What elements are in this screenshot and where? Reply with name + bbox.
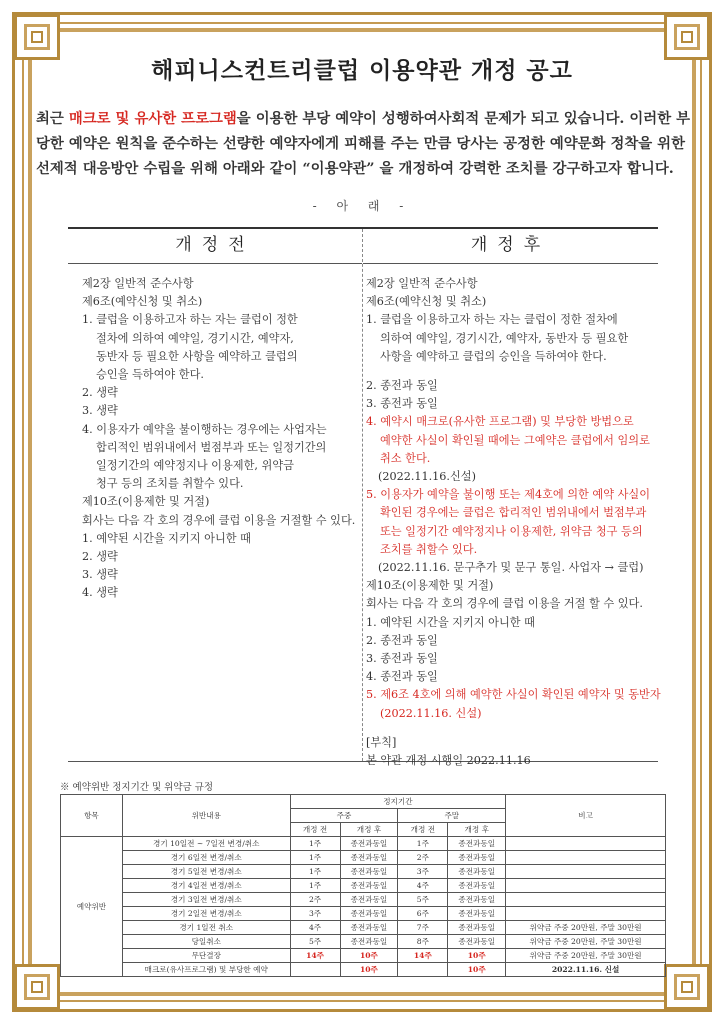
before-line: 승인을 득하여야 한다. [96, 368, 204, 382]
table-cell [506, 907, 666, 921]
table-cell [290, 963, 340, 977]
table-cell: 14주 [290, 949, 340, 963]
before-heading: 개정전 [68, 229, 362, 264]
before-line: 1. 클럽을 이용하고자 하는 자는 클럽이 정한 [82, 313, 298, 327]
after-line: (2022.11.16. 문구추가 및 문구 통일. 사업자 → 클럽) [378, 561, 644, 575]
header-weekend: 주말 [398, 809, 506, 823]
table-cell: 종전과동일 [340, 907, 398, 921]
table-row [61, 851, 666, 865]
before-line: 제6조(예약신청 및 취소) [82, 295, 203, 309]
after-line: (2022.11.16.신설) [378, 470, 476, 484]
penalty-table [60, 794, 666, 977]
table-cell: 3주 [290, 907, 340, 921]
table-cell [506, 893, 666, 907]
before-line: 일정기간의 예약정지나 이용제한, 위약금 [96, 459, 294, 473]
before-line: 4. 이용자가 예약을 불이행하는 경우에는 사업자는 [82, 422, 327, 436]
table-cell: 경기 4일전 변경/취소 [122, 879, 290, 893]
table-cell: 종전과동일 [340, 879, 398, 893]
before-line: 제2장 일반적 준수사항 [82, 277, 194, 290]
before-line: 2. 생략 [82, 550, 118, 564]
table-row [61, 879, 666, 893]
table-cell: 경기 6일전 변경/취소 [122, 851, 290, 865]
table-cell: 위약금 주중 20만원, 주말 30만원 [506, 935, 666, 949]
after-line: 사항을 예약하고 클럽의 승인을 득하여야 한다. [380, 349, 607, 363]
table-cell [506, 879, 666, 893]
table-cell: 1주 [290, 851, 340, 865]
page-title: 해피니스컨트리클럽 이용약관 개정 공고 [151, 57, 573, 84]
table-cell: 종전과동일 [448, 893, 506, 907]
penalty-table-title: ※ 예약위반 정지기간 및 위약금 규정 [60, 782, 214, 793]
table-cell: 위약금 주중 20만원, 주말 30만원 [506, 921, 666, 935]
table-cell [398, 963, 448, 977]
comparison-table [68, 227, 661, 768]
after-line: 회사는 다음 각 호의 경우에 클럽 이용을 거절 할 수 있다. [366, 597, 643, 611]
category-cell: 예약위반 [61, 837, 123, 977]
table-row [61, 865, 666, 879]
after-line: 3. 종전과 동일 [366, 652, 438, 666]
section-marker: - 아 래 - [312, 199, 412, 213]
after-line-revised: 취소 한다. [380, 451, 431, 465]
header-before: 개정 전 [398, 823, 448, 837]
table-cell [506, 865, 666, 879]
table-cell: 2022.11.16. 신설 [506, 963, 666, 977]
table-row [61, 935, 666, 949]
table-cell: 무단결장 [122, 949, 290, 963]
after-line-revised: 조치를 취할수 있다. [380, 542, 478, 556]
table-cell: 1주 [398, 837, 448, 851]
table-cell: 10주 [340, 963, 398, 977]
header-note: 비고 [506, 795, 666, 837]
intro-post: 을 이용한 부당 예약이 성행하여사회적 문제가 되고 있습니다. 이러한 부당한 예약은 원칙을 준수하는 선량한 예약자에게 피해를 주는 만큼 당사는 공정한 예약문화 정착을 위한 선제적 대응방안 수립을 위해 아래와 같이 “이용약관” 을 개정하여 강력한 조치를 강구하고자 합니다. [36, 110, 691, 177]
intro-paragraph [36, 106, 691, 181]
before-line: 합리적인 범위내에서 벌점부과 또는 일정기간의 [96, 440, 327, 454]
after-line: 2. 종전과 동일 [366, 379, 438, 393]
table-cell: 2주 [290, 893, 340, 907]
before-line: 제10조(이용제한 및 거절) [82, 495, 210, 509]
intro-pre: 최근 [36, 110, 69, 127]
table-cell: 경기 1일전 취소 [122, 921, 290, 935]
header-content: 위반내용 [122, 795, 290, 837]
after-line-revised: 5. 제6조 4호에 의해 예약한 사실이 확인된 예약자 및 동반자 [366, 688, 661, 702]
header-weekday: 주중 [290, 809, 398, 823]
before-line: 2. 생략 [82, 386, 118, 400]
after-line: 4. 종전과 동일 [366, 670, 438, 684]
column-divider [362, 229, 363, 761]
table-row [61, 893, 666, 907]
after-line: 의하여 예약일, 경기시간, 예약자, 동반자 등 필요한 [380, 331, 629, 345]
table-cell: 위약금 주중 20만원, 주말 30만원 [506, 949, 666, 963]
table-cell: 5주 [398, 893, 448, 907]
header-before: 개정 전 [290, 823, 340, 837]
table-cell: 종전과동일 [340, 837, 398, 851]
table-cell: 종전과동일 [340, 935, 398, 949]
table-cell: 종전과동일 [448, 935, 506, 949]
table-cell: 종전과동일 [340, 865, 398, 879]
table-cell: 종전과동일 [448, 921, 506, 935]
before-line: 회사는 다음 각 호의 경우에 클럽 이용을 거절할 수 있다. [82, 513, 356, 527]
before-line: 4. 생략 [82, 586, 118, 600]
table-cell: 경기 3일전 변경/취소 [122, 893, 290, 907]
table-cell: 종전과동일 [448, 851, 506, 865]
table-cell: 1주 [290, 879, 340, 893]
frame-corner-ornament [664, 964, 710, 1010]
before-line: 절차에 의하여 예약일, 경기시간, 예약자, [96, 331, 294, 345]
header-period: 정지기간 [290, 795, 506, 809]
table-cell: 3주 [398, 865, 448, 879]
before-line: 3. 생략 [82, 568, 118, 582]
table-cell: 종전과동일 [340, 921, 398, 935]
table-row [61, 963, 666, 977]
after-line-revised: 4. 예약시 매크로(유사한 프로그램) 및 부당한 방법으로 [366, 415, 634, 429]
after-line-revised: 5. 이용자가 예약을 불이행 또는 제4호에 의한 예약 사실이 [366, 488, 650, 502]
after-line-revised: 예약한 사실이 확인될 때에는 그예약은 클럽에서 임의로 [380, 433, 650, 447]
table-cell: 1주 [290, 865, 340, 879]
table-row [61, 949, 666, 963]
table-cell: 5주 [290, 935, 340, 949]
table-cell: 7주 [398, 921, 448, 935]
table-cell: 10주 [448, 949, 506, 963]
after-line: 3. 종전과 동일 [366, 397, 438, 411]
after-line: 2. 종전과 동일 [366, 633, 438, 647]
table-cell: 1주 [290, 837, 340, 851]
table-cell: 매크로(유사프로그램) 및 부당한 예약 [122, 963, 290, 977]
table-cell: 10주 [340, 949, 398, 963]
table-cell: 10주 [448, 963, 506, 977]
header-item: 항목 [61, 795, 123, 837]
before-line: 1. 예약된 시간을 지키지 아니한 때 [82, 531, 251, 545]
table-cell: 경기 10일전 ~ 7일전 변경/취소 [122, 837, 290, 851]
table-cell: 4주 [290, 921, 340, 935]
table-cell: 당일취소 [122, 935, 290, 949]
table-cell [506, 837, 666, 851]
table-cell: 4주 [398, 879, 448, 893]
before-line: 청구 등의 조치를 취할수 있다. [96, 477, 244, 491]
table-cell: 종전과동일 [448, 879, 506, 893]
table-cell: 종전과동일 [340, 893, 398, 907]
table-cell: 종전과동일 [448, 907, 506, 921]
after-line: 본 약관 개정 시행일 2022.11.16 [366, 754, 531, 768]
after-column [366, 275, 661, 770]
header-after: 개정 후 [448, 823, 506, 837]
after-heading: 개정후 [363, 229, 658, 264]
table-cell: 종전과동일 [340, 851, 398, 865]
after-line: 제10조(이용제한 및 거절) [366, 579, 494, 593]
before-line: 3. 생략 [82, 404, 118, 418]
header-after: 개정 후 [340, 823, 398, 837]
table-cell: 경기 2일전 변경/취소 [122, 907, 290, 921]
table-cell: 8주 [398, 935, 448, 949]
before-column [82, 275, 358, 603]
intro-highlight: 매크로 및 유사한 프로그램 [68, 110, 237, 127]
table-row [61, 907, 666, 921]
table-cell: 경기 5일전 변경/취소 [122, 865, 290, 879]
after-line: 1. 클럽을 이용하고자 하는 자는 클럽이 정한 절차에 [366, 313, 618, 327]
after-line-revised: 확인된 경우에는 클럽은 합리적인 범위내에서 벌점부과 [380, 506, 647, 520]
after-line-revised: (2022.11.16. 신설) [380, 706, 482, 720]
frame-corner-ornament [14, 964, 60, 1010]
table-row [61, 837, 666, 851]
table-cell: 14주 [398, 949, 448, 963]
after-line: 제2장 일반적 준수사항 [366, 277, 478, 290]
table-cell: 6주 [398, 907, 448, 921]
after-line: 1. 예약된 시간을 지키지 아니한 때 [366, 615, 535, 629]
after-line: 제6조(예약신청 및 취소) [366, 295, 487, 309]
table-cell: 종전과동일 [448, 865, 506, 879]
before-line: 동반자 등 필요한 사항을 예약하고 클럽의 [96, 349, 298, 363]
after-line: [부칙] [366, 735, 397, 749]
table-cell: 종전과동일 [448, 837, 506, 851]
after-line-revised: 또는 일정기간 예약정지나 이용제한, 위약금 청구 등의 [380, 524, 643, 538]
table-row [61, 921, 666, 935]
table-cell [506, 851, 666, 865]
table-cell: 2주 [398, 851, 448, 865]
